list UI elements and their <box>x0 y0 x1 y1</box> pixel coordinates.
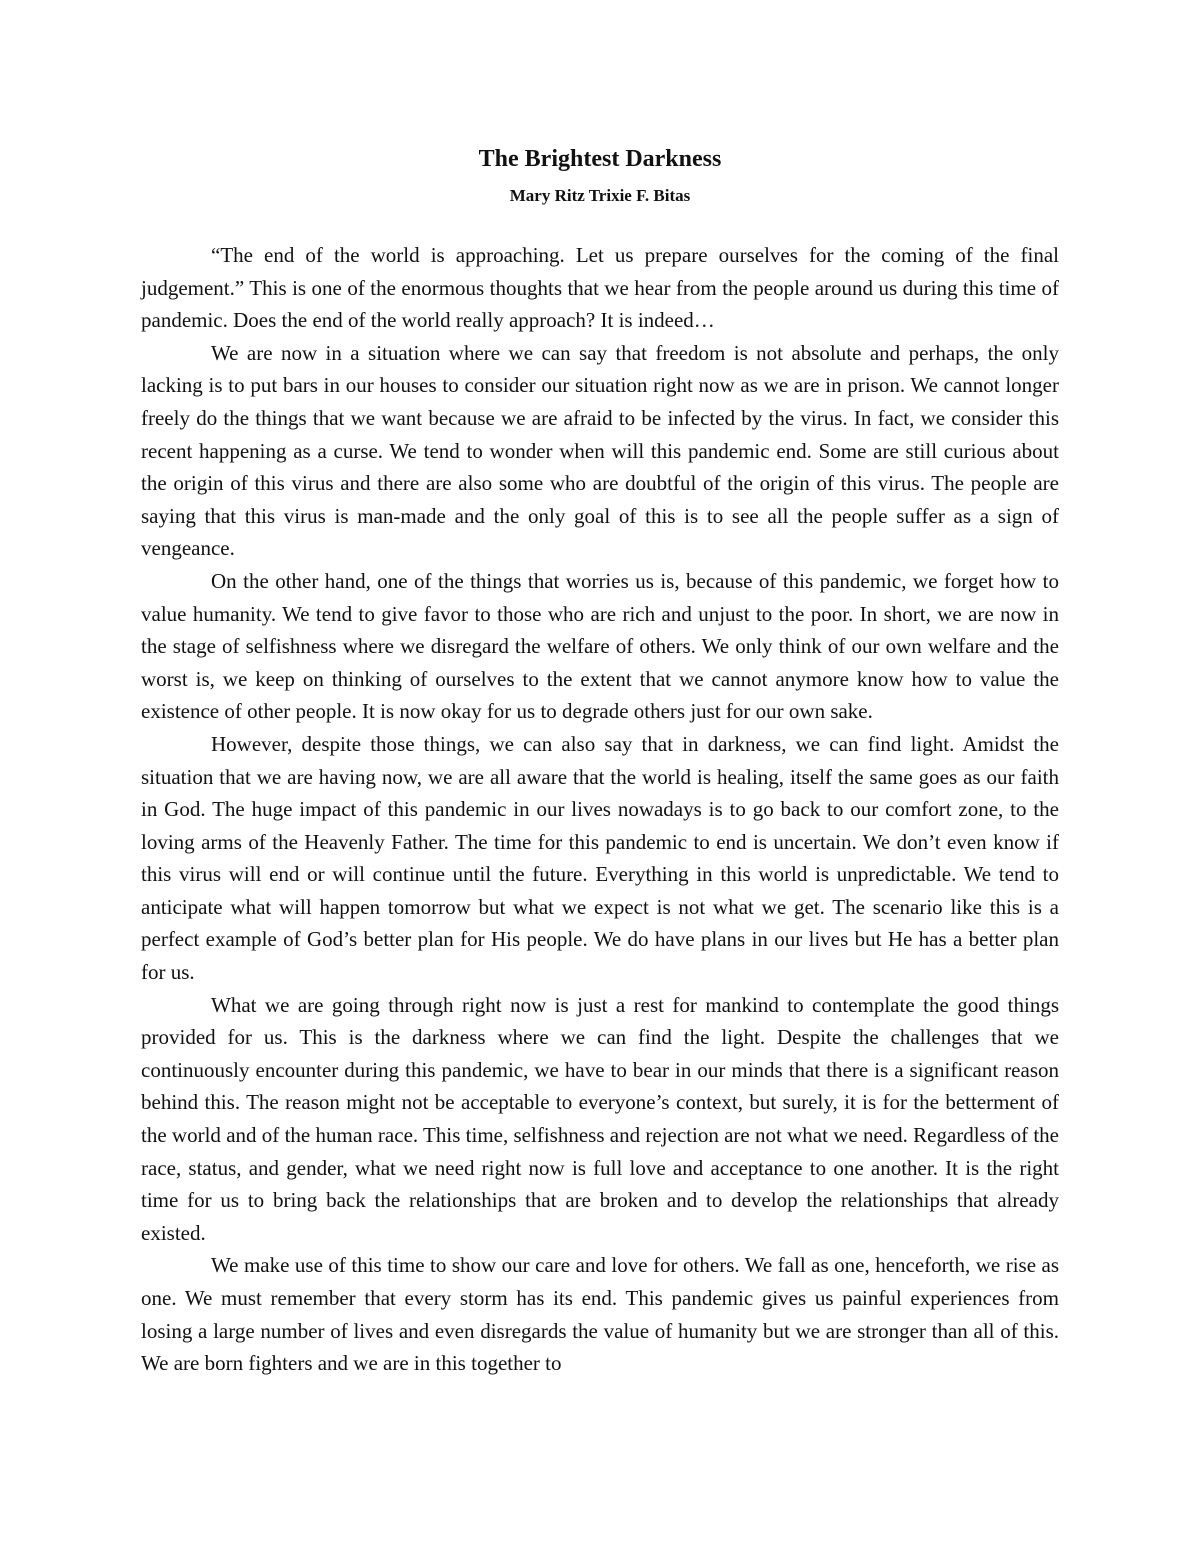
paragraph-2: We are now in a situation where we can say that freedom is not absolute and perhaps, the only lacking is to put bars in our houses to consider our situation right now as we are in prison. We cannot longer freely do the things that we want because we are afraid to be infected by the virus. In fact, we consider this recent happening as a curse. We tend to wonder when will this pandemic end. Some are still curious about the origin of this virus and there are also some who are doubtful of the origin of this virus. The people are saying that this virus is man-made and the only goal of this is to see all the people suffer as a sign of vengeance. <box>141 340 1059 561</box>
paragraph-1: “The end of the world is approaching. Let us prepare ourselves for the coming of the final judgement.” This is one of the enormous thoughts that we hear from the people around us during this time of pandemic. Does the end of the world really approach? It is indeed… <box>141 243 1059 333</box>
paragraph-6: We make use of this time to show our care and love for others. We fall as one, henceforth, we rise as one. We must remember that every storm has its end. This pandemic gives us painful experiences from losing a large number of lives and even disregards the value of humanity but we are stronger than all of this. We are born fighters and we are in this together to <box>141 1253 1059 1376</box>
paragraph-3: On the other hand, one of the things that worries us is, because of this pandemic, we forget how to value humanity. We tend to give favor to those who are rich and unjust to the poor. In short, we are now in the stage of selfishness where we disregard the welfare of others. We only think of our own welfare and the worst is, we keep on thinking of ourselves to the extent that we cannot anymore know how to value the existence of other people. It is now okay for us to degrade others just for our own sake. <box>141 568 1059 724</box>
document-author: Mary Ritz Trixie F. Bitas <box>509 186 691 205</box>
paragraph-5: What we are going through right now is just a rest for mankind to contemplate the good things provided for us. This is the darkness where we can find the light. Despite the challenges that we continuously encounter during this pandemic, we have to bear in our minds that there is a significant reason behind this. The reason might not be acceptable to everyone’s context, but surely, it is for the betterment of the world and of the human race. This time, selfishness and rejection are not what we need. Regardless of the race, status, and gender, what we need right now is full love and acceptance to one another. It is the right time for us to bring back the relationships that are broken and to develop the relationships that already existed. <box>141 992 1059 1245</box>
document-title: The Brightest Darkness <box>478 146 722 172</box>
document-body <box>141 239 1059 1380</box>
paragraph-4: However, despite those things, we can also say that in darkness, we can find light. Amidst the situation that we are having now, we are all aware that the world is healing, itself the same goes as our faith in God. The huge impact of this pandemic in our lives nowadays is to go back to our comfort zone, to the loving arms of the Heavenly Father. The time for this pandemic to end is uncertain. We don’t even know if this virus will end or will continue until the future. Everything in this world is unpredictable. We tend to anticipate what will happen tomorrow but what we expect is not what we get. The scenario like this is a perfect example of God’s better plan for His people. We do have plans in our lives but He has a better plan for us. <box>141 731 1059 985</box>
